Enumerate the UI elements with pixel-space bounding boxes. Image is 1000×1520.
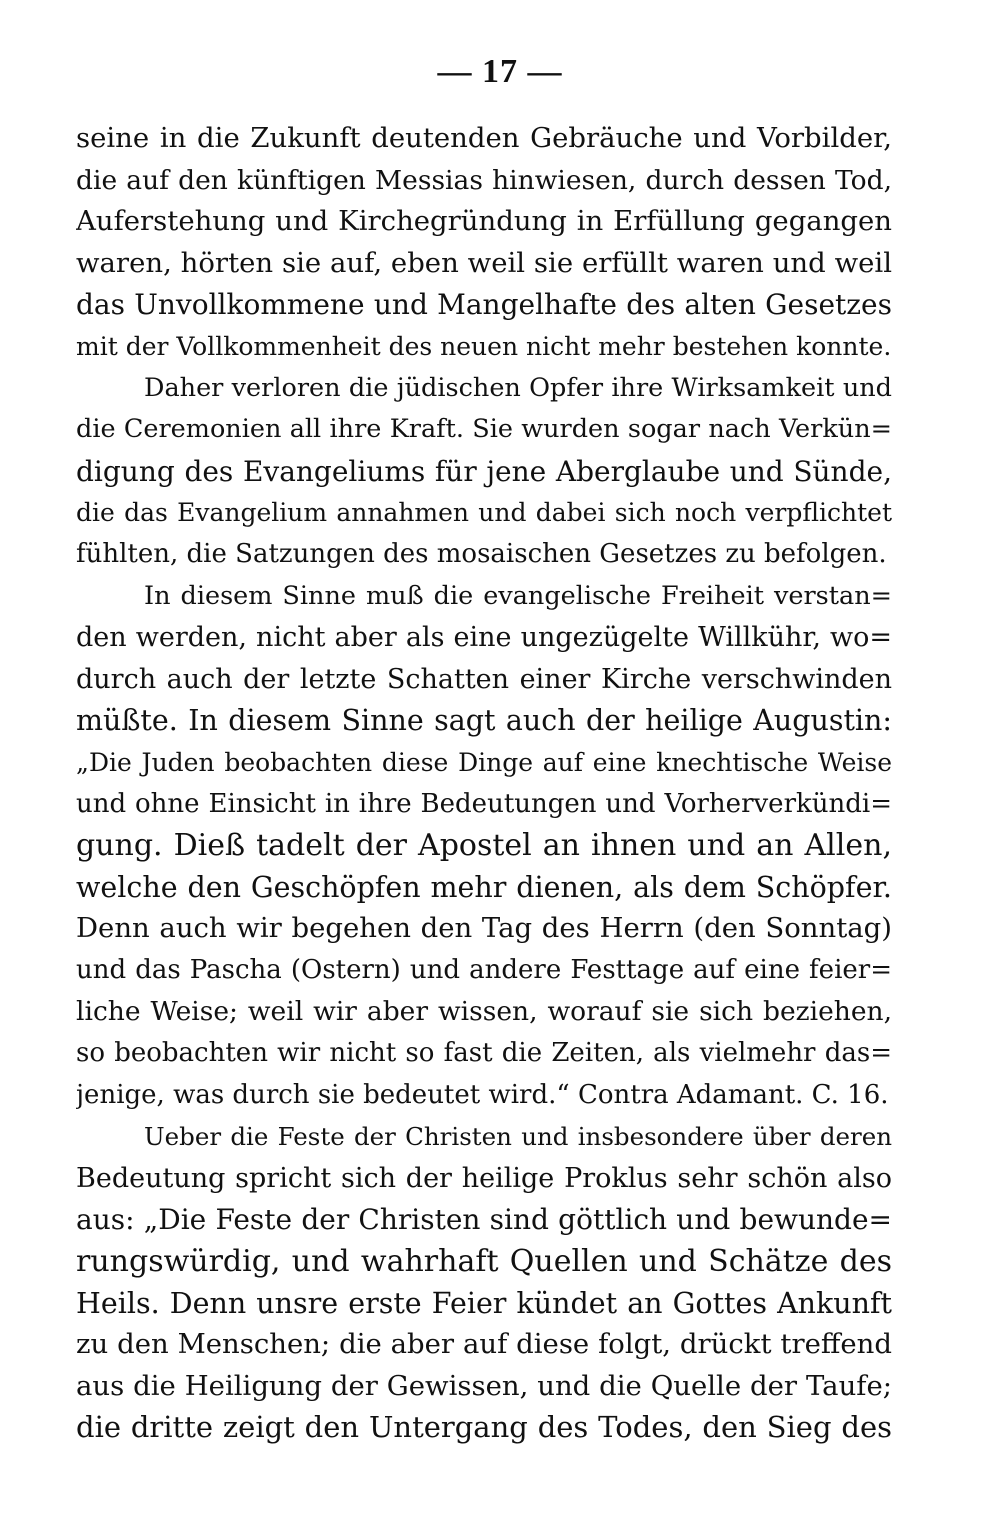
text-line: Denn auch wir begehen den Tag des Herrn (den Sonntag) <box>76 912 892 945</box>
text-line: die dritte zeigt den Untergang des Todes, den Sieg des <box>76 1410 892 1445</box>
text-line: die Ceremonien all ihre Kraft. Sie wurden sogar nach Verkün= <box>76 414 892 445</box>
text-line: waren, hörten sie auf, eben weil sie erfüllt waren und weil <box>76 246 892 279</box>
text-line: den werden, nicht aber als eine ungezügelte Willkühr, wo= <box>76 622 892 654</box>
text-line: Bedeutung spricht sich der heilige Proklus sehr schön also <box>76 1162 892 1194</box>
text-line: welche den Geschöpfen mehr dienen, als dem Schöpfer. <box>76 870 892 904</box>
text-line: und das Pascha (Ostern) und andere Festtage auf eine feier= <box>76 954 892 985</box>
text-line: In diesem Sinne muß die evangelische Freiheit verstan= <box>144 580 892 611</box>
text-line: müßte. In diesem Sinne sagt auch der heilige Augustin: <box>76 704 892 738</box>
body-text <box>76 118 892 1449</box>
page-number: — 17 — <box>437 53 563 90</box>
text-line: aus: „Die Feste der Christen sind göttlich und bewunde= <box>76 1203 892 1237</box>
text-line: aus die Heiligung der Gewissen, und die Quelle der Taufe; <box>76 1369 892 1402</box>
text-line: seine in die Zukunft deutenden Gebräuche und Vorbilder, <box>76 122 892 154</box>
text-line: so beobachten wir nicht so fast die Zeiten, als vielmehr das= <box>76 1038 892 1069</box>
text-line: rungswürdig, und wahrhaft Quellen und Schätze des <box>76 1244 892 1280</box>
text-line: digung des Evangeliums für jene Aberglaube und Sünde, <box>76 454 892 488</box>
text-line: zu den Menschen; die aber auf diese folgt, drückt treffend <box>76 1328 892 1361</box>
text-line: fühlten, die Satzungen des mosaischen Gesetzes zu befolgen. <box>76 538 887 569</box>
text-line: gung. Dieß tadelt der Apostel an ihnen und an Allen, <box>76 828 892 864</box>
text-line: mit der Vollkommenheit des neuen nicht mehr bestehen konnte. <box>76 331 892 361</box>
text-line: liche Weise; weil wir aber wissen, worauf sie sich beziehen, <box>76 996 892 1028</box>
text-line: Daher verloren die jüdischen Opfer ihre Wirksamkeit und <box>144 372 892 403</box>
text-line: durch auch der letzte Schatten einer Kirche verschwinden <box>76 663 892 695</box>
text-line: und ohne Einsicht in ihre Bedeutungen und Vorherverkündi= <box>76 788 892 819</box>
text-line: Auferstehung und Kirchegründung in Erfüllung gegangen <box>76 205 892 238</box>
text-line: das Unvollkommene und Mangelhafte des alten Gesetzes <box>76 288 892 322</box>
text-line: Heils. Denn unsre erste Feier kündet an Gottes Ankunft <box>76 1286 892 1320</box>
text-line: jenige, was durch sie bedeutet wird.“ Contra Adamant. C. 16. <box>76 1079 889 1110</box>
text-line: Ueber die Feste der Christen und insbesondere über deren <box>144 1122 892 1152</box>
text-line: „Die Juden beobachten diese Dinge auf eine knechtische Weise <box>76 747 892 777</box>
text-line: die auf den künftigen Messias hinwiesen, durch dessen Tod, <box>76 164 892 196</box>
text-line: die das Evangelium annahmen und dabei sich noch verpflichtet <box>76 498 892 528</box>
